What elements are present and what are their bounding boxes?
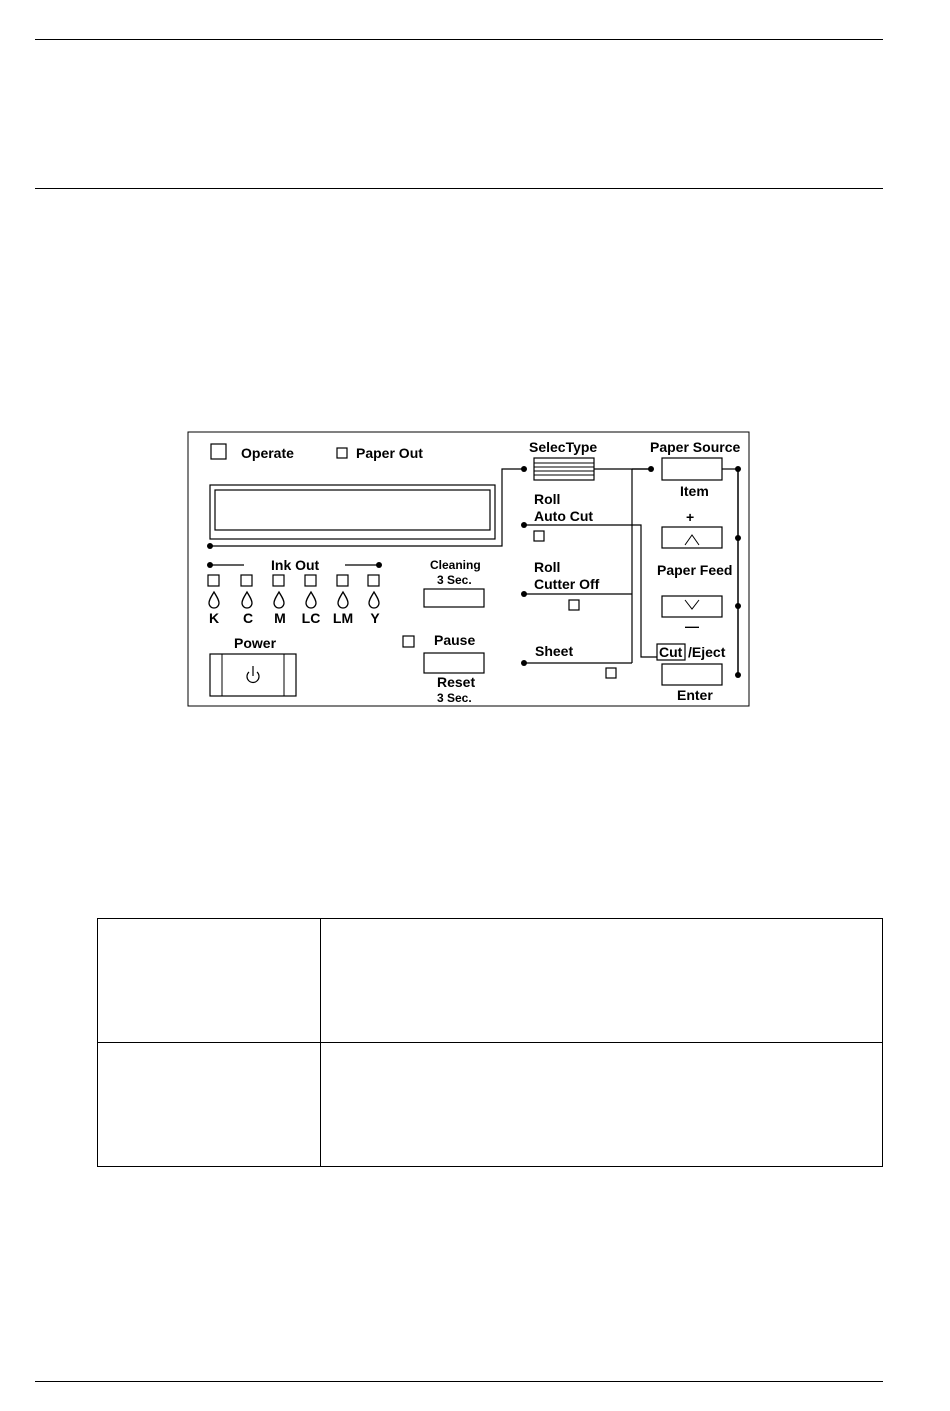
ink-column-lm <box>333 575 353 626</box>
table-cell <box>98 1043 321 1167</box>
table-cell <box>98 919 321 1043</box>
ink-column-m <box>273 575 286 626</box>
paper-source-label: Paper Source <box>650 439 741 455</box>
connector-dot <box>376 562 382 568</box>
ink-label: K <box>208 610 220 626</box>
ink-label: LC <box>301 610 321 626</box>
ink-drop-icon <box>209 592 219 608</box>
connector-dot <box>521 466 527 472</box>
connector-dot <box>207 543 213 549</box>
selectype-label: SelecType <box>529 439 598 455</box>
roll-cutter-off-light <box>569 600 579 610</box>
lcd-display-outer <box>210 485 495 539</box>
selectype-button[interactable] <box>534 458 594 480</box>
up-button[interactable] <box>662 527 722 548</box>
ink-label: C <box>242 610 254 626</box>
connector-dot <box>735 603 741 609</box>
roll-cutter-off-label-2: Cutter Off <box>534 576 600 592</box>
ink-label: LM <box>332 610 354 626</box>
ink-drop-icon <box>369 592 379 608</box>
ink-drop-icon <box>242 592 252 608</box>
operate-label: Operate <box>241 445 294 461</box>
paper-feed-label: Paper Feed <box>657 562 733 578</box>
ink-label: Y <box>370 610 380 626</box>
ink-out-light <box>241 575 252 586</box>
ink-label: M <box>274 610 286 626</box>
pause-label: Pause <box>434 632 476 648</box>
roll-auto-cut-label-1: Roll <box>534 491 561 507</box>
connector-dot <box>735 535 741 541</box>
pause-button[interactable] <box>424 653 484 673</box>
table-cell <box>321 919 883 1043</box>
paper-out-label: Paper Out <box>356 445 423 461</box>
ink-out-light <box>368 575 379 586</box>
ink-column-k <box>208 575 219 626</box>
table-cell <box>321 1043 883 1167</box>
ink-out-light <box>208 575 219 586</box>
table-row <box>98 919 883 1043</box>
sheet-light <box>606 668 616 678</box>
ink-out-light <box>305 575 316 586</box>
roll-cutter-off-label-1: Roll <box>534 559 561 575</box>
ink-column-y <box>368 575 380 626</box>
info-table <box>97 918 883 1167</box>
plus-label: + <box>686 509 695 525</box>
roll-auto-cut-light <box>534 531 544 541</box>
item-label: Item <box>680 483 709 499</box>
paper-out-light <box>337 448 347 458</box>
power-label: Power <box>234 635 277 651</box>
paper-source-button[interactable] <box>662 458 722 480</box>
table-row <box>98 1043 883 1167</box>
enter-label: Enter <box>677 687 713 703</box>
cut-label: Cut <box>659 644 683 660</box>
sheet-label: Sheet <box>535 643 574 659</box>
cleaning-button[interactable] <box>424 589 484 607</box>
connector-dot <box>735 466 741 472</box>
connector-dot <box>735 672 741 678</box>
ink-out-label: Ink Out <box>271 557 320 573</box>
eject-label: /Eject <box>688 644 726 660</box>
reset-time-label: 3 Sec. <box>437 691 472 705</box>
enter-button[interactable] <box>662 664 722 685</box>
roll-auto-cut-label-2: Auto Cut <box>534 508 594 524</box>
connector-dot <box>521 522 527 528</box>
cleaning-label: Cleaning <box>430 558 481 572</box>
ink-drop-icon <box>338 592 348 608</box>
ink-out-light <box>337 575 348 586</box>
minus-label: — <box>685 618 699 634</box>
pause-light <box>403 636 414 647</box>
down-button[interactable] <box>662 596 722 617</box>
ink-out-light <box>273 575 284 586</box>
reset-label: Reset <box>437 674 476 690</box>
footer-rule <box>35 1381 883 1382</box>
connector-dot <box>521 591 527 597</box>
cut-eject-connector <box>632 525 657 657</box>
display-connector-line <box>210 469 524 546</box>
ink-column-c <box>241 575 253 626</box>
cleaning-time-label: 3 Sec. <box>437 573 472 587</box>
ink-drop-icon <box>306 592 316 608</box>
connector-dot <box>521 660 527 666</box>
lcd-display <box>215 490 490 530</box>
ink-column-lc <box>302 575 321 626</box>
connector-dot <box>207 562 213 568</box>
ink-drop-icon <box>274 592 284 608</box>
operate-light <box>211 444 226 459</box>
